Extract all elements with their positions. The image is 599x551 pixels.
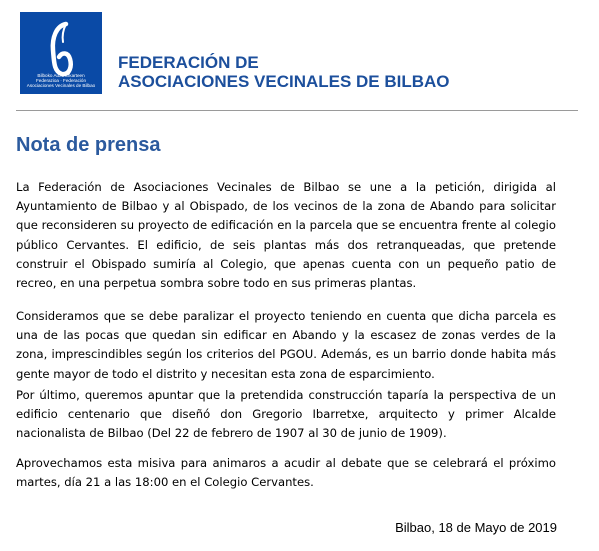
logo-caption-line-3: Asociaciones Vecinales de Bilbao — [26, 83, 96, 88]
paragraph-debate-invitation: Aprovechamos esta misiva para animaros a acudir al debate que se celebrará el próximo martes, día 21 a las 18:00 en el Colegio Cervantes. — [16, 456, 556, 490]
paragraph-green-zones: Consideramos que se debe paralizar el proyecto teniendo en cuenta que dicha parcela es una de las pocas que quedan sin edificar en Abando y la escasez de zonas verdes de la zona, imprescindibles según los criterios del PGOU. Además, es un barrio donde habita más gente mayor de todo el distrito y necesitan esta zona de esparcimiento. — [16, 309, 556, 381]
organization-title-line-2: ASOCIACIONES VECINALES DE BILBAO — [118, 72, 450, 91]
dateline: Bilbao, 18 de Mayo de 2019 — [395, 520, 557, 535]
paragraph-petition: La Federación de Asociaciones Vecinales de Bilbao se une a la petición, dirigida al Ayuntamiento de Bilbao y al Obispado, de los vecinos de la zona de Abando para solicitar que reconsideren su proyecto de edificación en la parcela que se encuentra frente al colegio público Cervantes. El edificio, de seis plantas más dos retranqueadas, que pretende construir el Obispado sumiría al Colegio, que apenas cuenta con un pequeño patio de recreo, en una perpetua sombra sobre todo en sus primeras plantas. — [16, 180, 556, 291]
organization-title — [118, 53, 450, 91]
logo-caption-line-1: Bilboko Auzo Elkarteen — [37, 73, 85, 78]
header-divider — [16, 110, 578, 111]
press-release-heading: Nota de prensa — [16, 134, 161, 156]
federation-logo — [20, 12, 102, 94]
logo-caption-line-2: Federazioa · Federación — [35, 78, 87, 83]
organization-title-line-1: FEDERACIÓN DE — [118, 53, 259, 72]
paragraph-perspective: Por último, queremos apuntar que la pretendida construcción taparía la perspectiva de un edificio centenario que diseñó don Gregorio Ibarretxe, arquitecto y primer Alcalde nacionalista de Bilbao (Del 22 de febrero de 1907 al 30 de junio de 1909). — [16, 388, 556, 441]
